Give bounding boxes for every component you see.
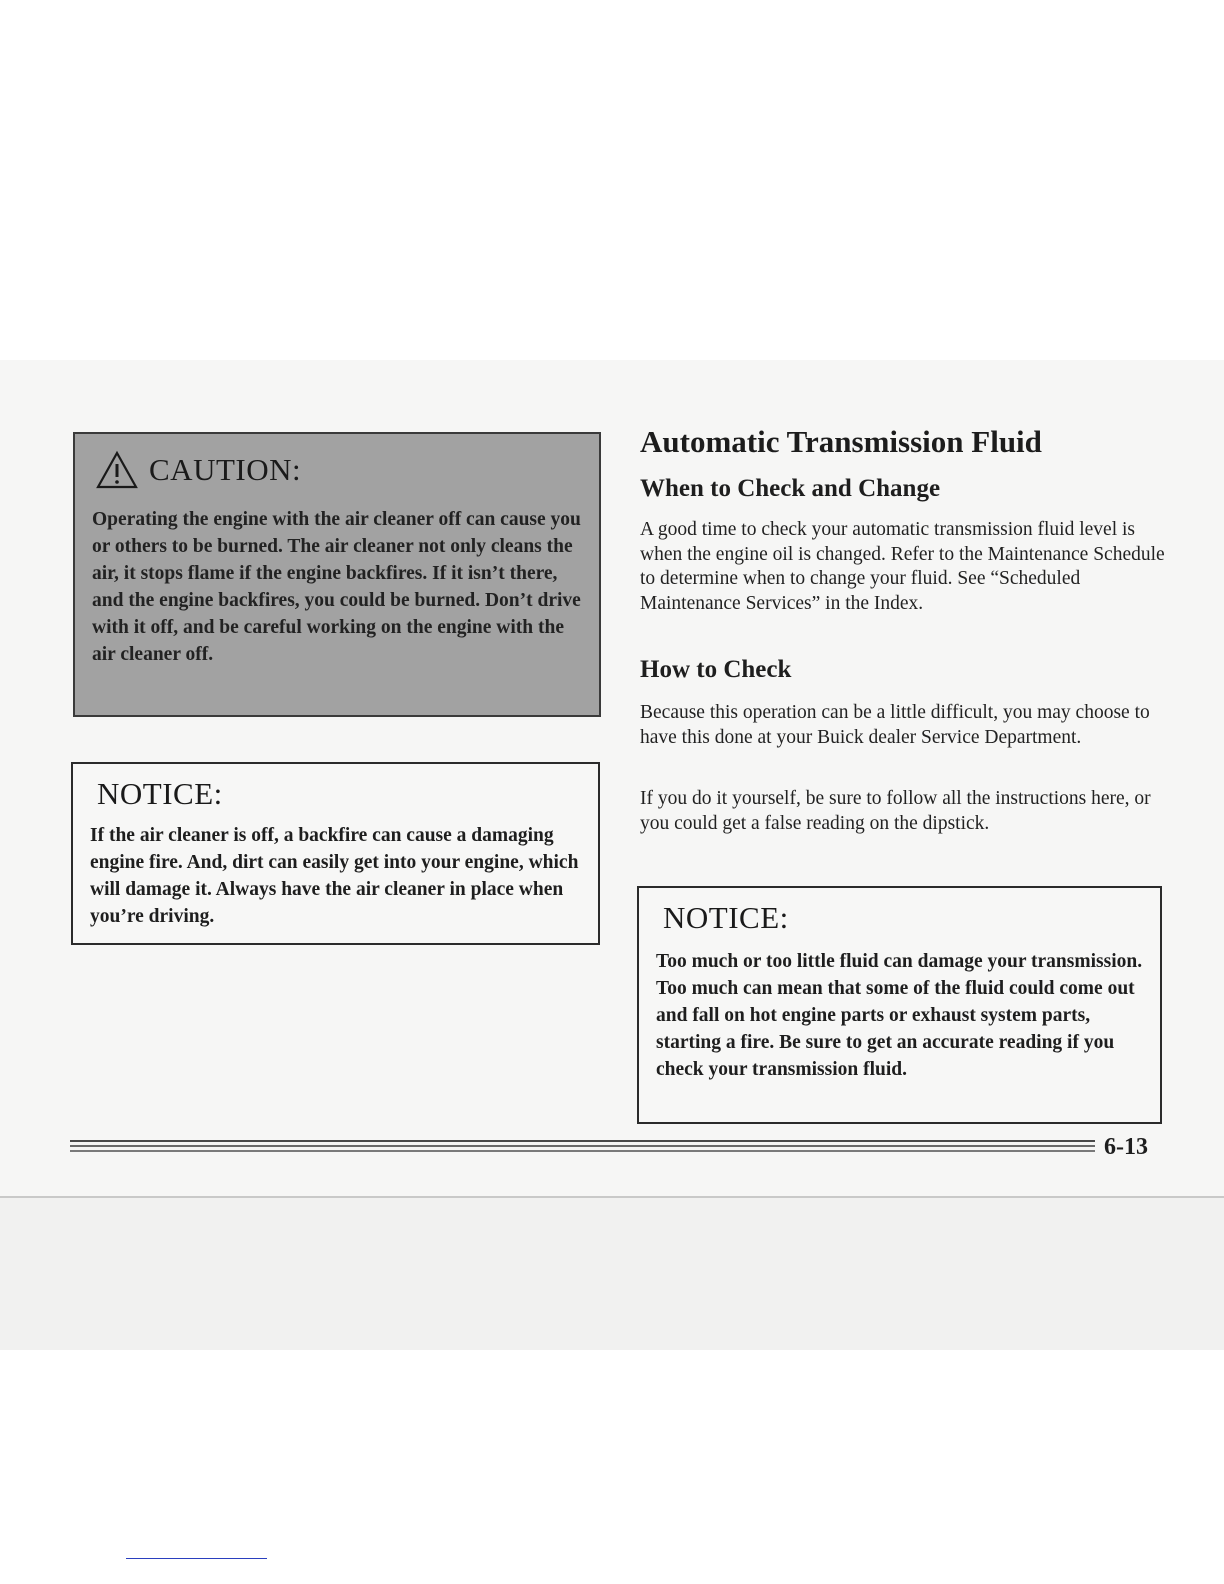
subheading-how-to-check: How to Check — [640, 656, 792, 683]
caution-text: Operating the engine with the air cleaner off can cause you or others to be burned. The air cleaner not only cleans the air, it stops flame if the engine backfires. If it isn’t there, and the engine backfires, you could be burned. Don’t drive with it off, and be careful working on the engine with the air cleaner off. — [92, 509, 581, 665]
section-title: Automatic Transmission Fluid — [640, 424, 1042, 459]
notice-box-transmission-fluid — [637, 886, 1162, 1124]
notice-box-air-cleaner — [71, 762, 600, 945]
page-number: 6-13 — [1104, 1134, 1148, 1160]
footer-link-underline[interactable] — [126, 1558, 267, 1559]
subheading-when-to-check: When to Check and Change — [640, 475, 941, 502]
caution-header — [95, 450, 301, 490]
paragraph-how-to-check-2: If you do it yourself, be sure to follow all the instructions here, or you could get a false reading on the dipstick. — [640, 788, 1151, 834]
paragraph-how-to-check-1: Because this operation can be a little difficult, you may choose to have this done at your Buick dealer Service Department. — [640, 702, 1150, 748]
warning-triangle-icon — [95, 450, 139, 490]
footer-rule — [70, 1145, 1095, 1147]
notice-text: If the air cleaner is off, a backfire can cause a damaging engine fire. And, dirt can easily get into your engine, which will damage it. Always have the air cleaner in place when you’re driving. — [90, 825, 579, 927]
notice-title: NOTICE: — [663, 900, 789, 935]
footer-rule — [70, 1140, 1095, 1142]
footer-rule — [70, 1150, 1095, 1152]
notice-text: Too much or too little fluid can damage your transmission. Too much can mean that some of the fluid could come out and fall on hot engine parts or exhaust system parts, starting a fire. Be sure to get an accurate reading if you check your transmission fluid. — [656, 951, 1143, 1080]
caution-box — [73, 432, 601, 717]
caution-title: CAUTION: — [149, 452, 302, 487]
notice-title: NOTICE: — [97, 776, 223, 811]
paragraph-when-to-check: A good time to check your automatic transmission fluid level is when the engine oil is changed. Refer to the Maintenance Schedule to determine when to change your fluid. See “Scheduled Maintenance Services” in the Index. — [640, 519, 1165, 614]
